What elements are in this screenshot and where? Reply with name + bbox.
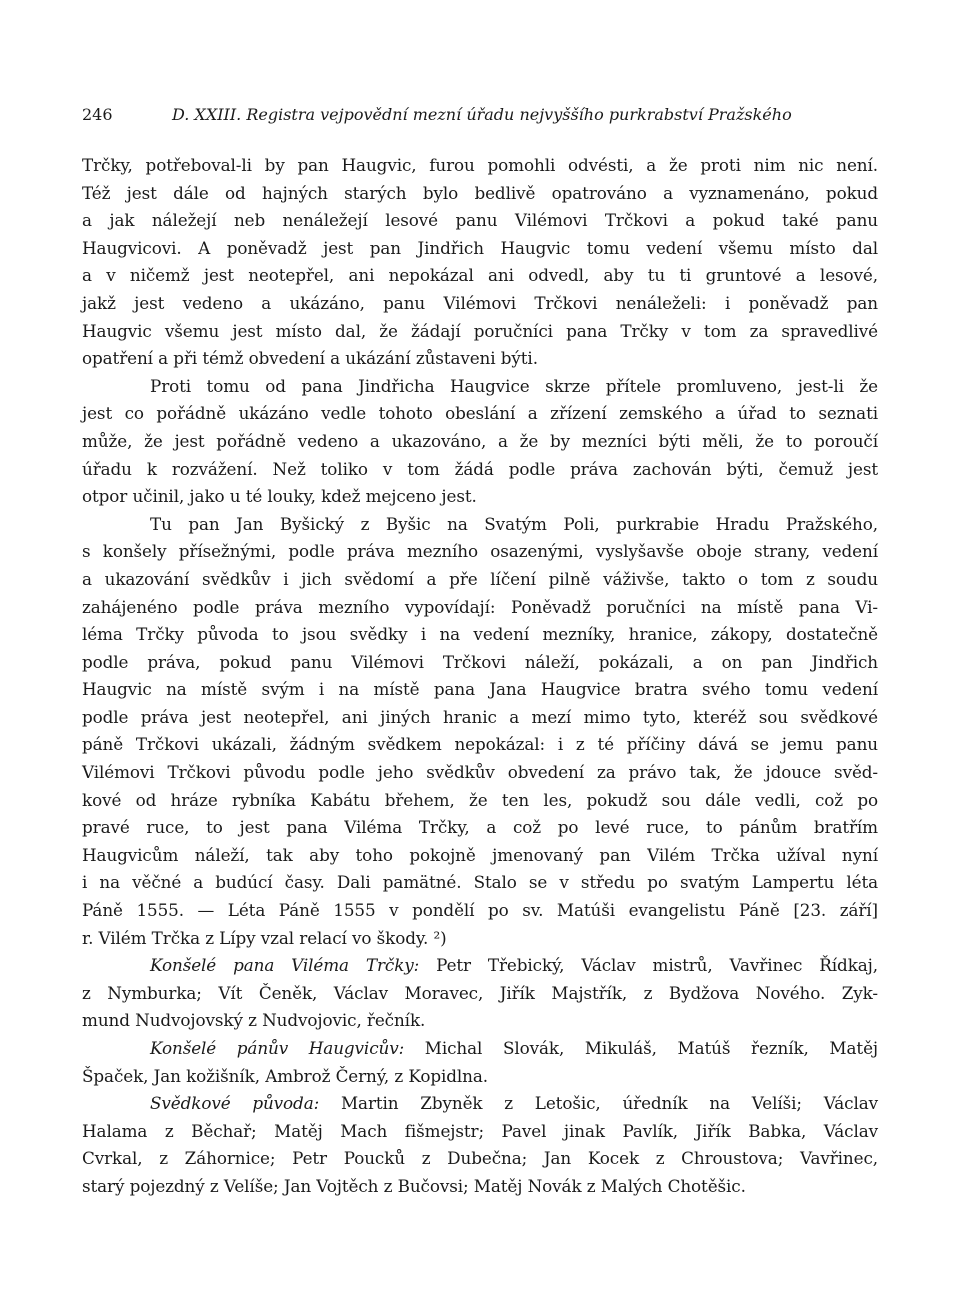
- body-text: [82, 152, 878, 1201]
- line-text: a v ničemž jest neotepřel, ani nepokázal ani odvedl, aby tu ti gruntové a lesové,: [82, 265, 878, 286]
- line-text: opatření a při témž obvedení a ukázání zůstaveni býti.: [82, 348, 538, 369]
- text-line: [82, 676, 878, 704]
- paragraph: [82, 511, 878, 953]
- paragraph: [82, 952, 878, 1035]
- text-line: [82, 235, 878, 263]
- text-line: [82, 897, 878, 925]
- text-line: [82, 704, 878, 732]
- text-line: [82, 1063, 878, 1091]
- line-text: r. Vilém Trčka z Lípy vzal relací vo škody. ²): [82, 927, 447, 948]
- text-line: [82, 869, 878, 897]
- line-text: Martin Zbyněk z Letošic, úředník na Velíši; Václav: [319, 1093, 878, 1114]
- text-line: [82, 538, 878, 566]
- line-text: Haugvic na místě svým i na místě pana Jana Haugvice bratra svého tomu vedení: [82, 679, 878, 700]
- line-text: a jak náležejí neb nenáležejí lesové panu Vilémovi Trčkovi a pokud také panu: [82, 210, 878, 231]
- text-line: [82, 621, 878, 649]
- paragraph-lead: Konšelé pánův Haugvicův:: [150, 1038, 405, 1058]
- text-line: [82, 456, 878, 484]
- text-line: [82, 842, 878, 870]
- line-text: může, že jest pořádně vedeno a ukazováno, a že by mezníci býti měli, že to poroučí: [82, 430, 878, 451]
- text-line: [82, 483, 878, 511]
- text-line: [82, 180, 878, 208]
- line-text: páně Trčkovi ukázali, žádným svědkem nepokázal: i z té příčiny dává se jemu panu: [82, 734, 878, 755]
- line-text: Michal Slovák, Mikuláš, Matúš řezník, Matěj: [404, 1038, 878, 1058]
- line-text: Proti tomu od pana Jindřicha Haugvice skrze přítele promluveno, jest-li že: [150, 375, 878, 396]
- text-line: [82, 731, 878, 759]
- line-text: kové od hráze rybníka Kabátu břehem, že ten les, pokudž sou dále vedli, což po: [82, 789, 878, 810]
- paragraph: [82, 1035, 878, 1090]
- line-text: jakž jest vedeno a ukázáno, panu Vilémovi Trčkovi nenáleželi: i poněvadž pan: [82, 292, 878, 313]
- line-text: otpor učinil, jako u té louky, kdež mejceno jest.: [82, 486, 477, 507]
- line-text: mund Nudvojovský z Nudvojovic, řečník.: [82, 1010, 426, 1031]
- line-text: Tu pan Jan Byšický z Byšic na Svatým Poli, purkrabie Hradu Pražského,: [150, 513, 878, 534]
- line-text: zahájenéno podle práva mezního vypovídají: Poněvadž poručníci na místě pana Vi-: [82, 596, 878, 617]
- line-text: Též jest dále od hajných starých bylo bedlivě opatrováno a vyznamenáno, pokud: [82, 182, 878, 203]
- text-line: [82, 207, 878, 235]
- text-line: [82, 345, 878, 373]
- text-line: [82, 373, 878, 401]
- text-line: [82, 428, 878, 456]
- line-text: z Nymburka; Vít Čeněk, Václav Moravec, Jiřík Majstřík, z Bydžova Nového. Zyk-: [82, 982, 878, 1003]
- line-text: Haugvicovi. A poněvadž jest pan Jindřich Haugvic tomu vedení všemu místo dal: [82, 237, 878, 258]
- text-line: [82, 290, 878, 318]
- running-title: D. XXIII. Registra vejpovědní mezní úřadu nejvyššího purkrabství Pražského: [172, 105, 792, 124]
- line-text: jest co pořádně ukázáno vedle tohoto obeslání a zřízení zemského a úřad to seznati: [82, 403, 878, 424]
- line-text: i na věčné a budúcí časy. Dali pamätné. Stalo se v středu po svatým Lampertu léta: [82, 872, 878, 893]
- text-line: [82, 1035, 878, 1063]
- text-line: [82, 980, 878, 1008]
- line-text: úřadu k rozvážení. Než toliko v tom žádá podle práva zachován býti, čemuž jest: [82, 458, 878, 479]
- line-text: podle práva, pokud panu Vilémovi Trčkovi náleží, pokázali, a on pan Jindřich: [82, 651, 878, 672]
- line-text: Vilémovi Trčkovi původu podle jeho svědkův obvedení za právo tak, že jdouce svěd-: [82, 762, 878, 783]
- text-line: [82, 1145, 878, 1173]
- paragraph-lead: Svědkové původa:: [150, 1093, 320, 1114]
- line-text: Cvrkal, z Záhornice; Petr Poucků z Dubečna; Jan Kocek z Chroustova; Vavřinec,: [82, 1148, 878, 1169]
- text-line: [82, 649, 878, 677]
- text-line: [82, 1118, 878, 1146]
- page: [82, 103, 878, 1201]
- text-line: [82, 400, 878, 428]
- text-line: [82, 511, 878, 539]
- text-line: [82, 1090, 878, 1118]
- line-text: Petr Třebický, Václav mistrů, Vavřinec Řídkaj,: [419, 955, 879, 976]
- text-line: [82, 318, 878, 346]
- line-text: léma Trčky původa to jsou svědky i na vedení mezníky, hranice, zákopy, dostatečně: [82, 624, 878, 645]
- text-line: [82, 925, 878, 953]
- text-line: [82, 787, 878, 815]
- running-head: [82, 103, 878, 127]
- line-text: a ukazování svědkův i jich svědomí a pře líčení pilně váživše, takto o tom z soudu: [82, 568, 878, 589]
- text-line: [82, 1007, 878, 1035]
- line-text: podle práva jest neotepřel, ani jiných hranic a mezí mimo tyto, kteréž sou svědkové: [82, 706, 878, 727]
- paragraph: [82, 373, 878, 511]
- line-text: pravé ruce, to jest pana Viléma Trčky, a což po levé ruce, to pánům bratřím: [82, 817, 878, 838]
- line-text: Haugvicům náleží, tak aby toho pokojně jmenovaný pan Vilém Trčka užíval nyní: [82, 844, 878, 865]
- line-text: Páně 1555. — Léta Páně 1555 v pondělí po sv. Matúši evangelistu Páně [23. září]: [82, 900, 878, 921]
- line-text: Špaček, Jan kožišník, Ambrož Černý, z Kopidlna.: [82, 1065, 489, 1086]
- text-line: [82, 814, 878, 842]
- line-text: Haugvic všemu jest místo dal, že žádají poručníci pana Trčky v tom za spravedlivé: [82, 320, 878, 341]
- page-number: 246: [82, 105, 113, 124]
- line-text: starý pojezdný z Velíše; Jan Vojtěch z Bučovsi; Matěj Novák z Malých Chotěšic.: [82, 1175, 746, 1196]
- paragraph: [82, 1090, 878, 1200]
- line-text: Trčky, potřeboval-li by pan Haugvic, furou pomohli odvésti, a že proti nim nic není.: [82, 155, 878, 175]
- text-line: [82, 952, 878, 980]
- text-line: [82, 152, 878, 180]
- line-text: Halama z Běchař; Matěj Mach fišmejstr; Pavel jinak Pavlík, Jiřík Babka, Václav: [82, 1120, 878, 1141]
- text-line: [82, 566, 878, 594]
- line-text: s konšely přísežnými, podle práva mezního osazenými, vyslyšavše oboje strany, vedení: [82, 541, 878, 562]
- paragraph-lead: Konšelé pana Viléma Trčky:: [150, 955, 420, 976]
- paragraph: [82, 152, 878, 373]
- text-line: [82, 594, 878, 622]
- text-line: [82, 262, 878, 290]
- text-line: [82, 1173, 878, 1201]
- text-line: [82, 759, 878, 787]
